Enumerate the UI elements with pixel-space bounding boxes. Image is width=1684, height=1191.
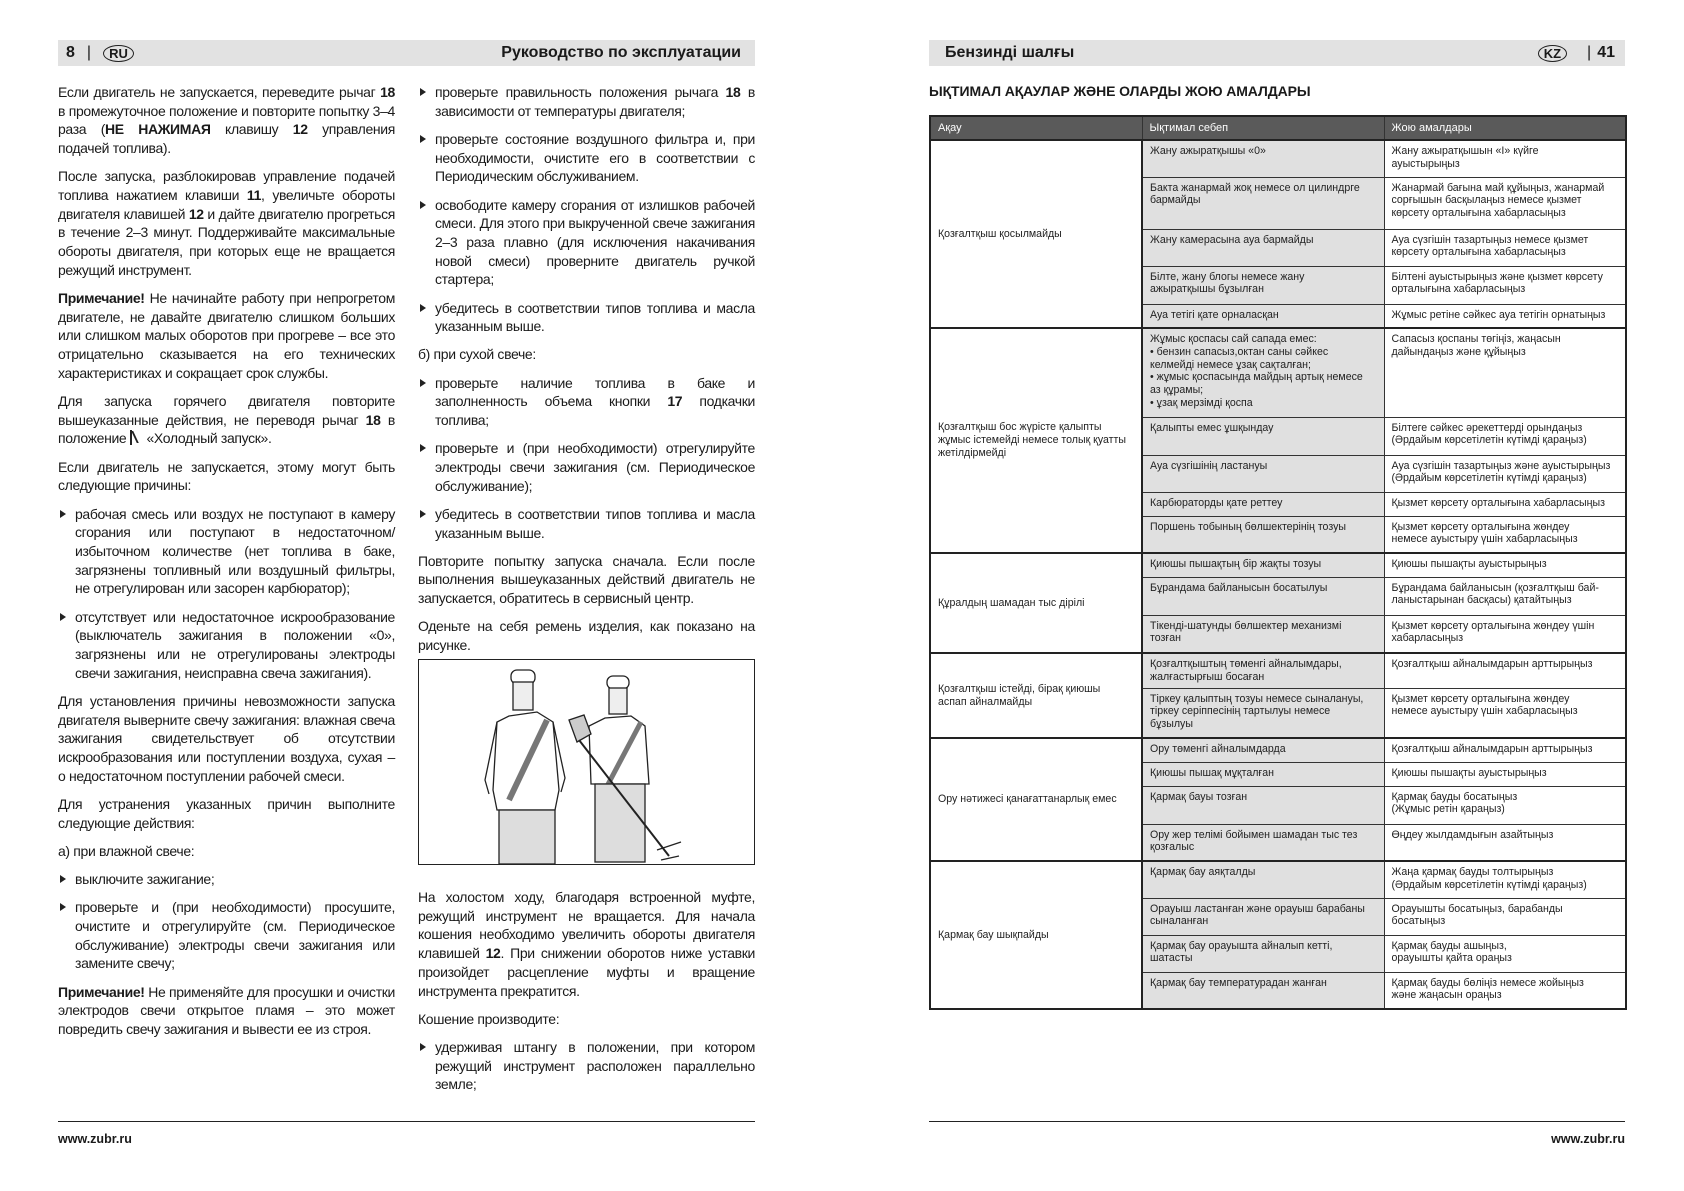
fault-cell: Қозғалтқыш қосылмайды <box>930 140 1142 328</box>
paragraph <box>58 842 395 861</box>
right-page-header <box>929 40 1625 66</box>
cause-cell: Қиюшы пышақтың бір жақты тозуы <box>1142 553 1384 577</box>
left-column-2-bottom <box>418 888 755 1104</box>
paragraph <box>58 983 395 1039</box>
left-footer-url[interactable]: www.zubr.ru <box>58 1132 132 1146</box>
header-separator: | <box>1587 44 1592 61</box>
bold-text: Примечание! <box>58 983 145 1000</box>
bold-text: Примечание! <box>58 290 145 307</box>
choke-icon <box>130 430 143 445</box>
cause-cell: Қозғалтқыштың төменгі айналымдары, жалғастырғыш босаған <box>1142 653 1384 688</box>
bullet-item <box>418 299 755 336</box>
cause-cell: Поршень тобының бөлшектерінің тозуы <box>1142 516 1384 553</box>
cause-cell: Бұрандама байланысын босатылуы <box>1142 577 1384 615</box>
cause-cell: Карбюраторды қате реттеу <box>1142 492 1384 516</box>
text-run: клавишу <box>210 121 293 138</box>
paragraph <box>58 289 395 383</box>
remedy-cell: Жану ажыратқышын «I» күйге ауыстырыңыз <box>1384 140 1626 177</box>
remedy-cell: Қармақ бауды босатыңыз (Жұмыс ретін қараңыз) <box>1384 786 1626 824</box>
paragraph <box>58 167 395 279</box>
bold-text: НЕ НАЖИМАЯ <box>105 121 211 138</box>
text-run: На холостом ходу, благодаря встроенной муфте, режущий инструмент не вращается. Для начала кошения необходимо увеличить обороты двигателя клавишей <box>418 889 755 962</box>
remedy-cell: Қиюшы пышақты ауыстырыңыз <box>1384 553 1626 577</box>
bold-text: 18 <box>380 84 395 100</box>
cause-cell: Ауа тетігі қате орналасқан <box>1142 304 1384 328</box>
remedy-cell: Қызмет көрсету орталығына жөндеу немесе ауыстыру үшін хабарласыңыз <box>1384 516 1626 553</box>
paragraph <box>418 552 755 608</box>
paragraph <box>418 888 755 1000</box>
remedy-cell: Білтеге сәйкес әрекеттерді орындаңыз (Әрдайым көрсетілетін күтімді қараңыз) <box>1384 417 1626 455</box>
text-run: управления подачей топлива). <box>58 121 395 157</box>
cause-cell: Қалыпты емес ұшқындау <box>1142 417 1384 455</box>
paragraph <box>58 795 395 832</box>
remedy-cell: Сапасыз қоспаны төгіңіз, жаңасын дайындаңыз және құйыңыз <box>1384 328 1626 417</box>
remedy-cell: Қиюшы пышақты ауыстырыңыз <box>1384 762 1626 786</box>
remedy-cell: Жұмыс ретіне сәйкес ауа тетігін орнатыңыз <box>1384 304 1626 328</box>
remedy-cell: Қозғалтқыш айналымдарын арттырыңыз <box>1384 738 1626 762</box>
text-run: Для установления причины невозможности запуска двигателя выверните свечу зажигания: влажная свеча зажигания свидетельствует об отсутствии искрообразования или поступлении воздуха, сухая – о недостаточном поступлении рабочей смеси. <box>58 692 395 784</box>
bold-text: 12 <box>188 205 204 222</box>
remedy-cell: Орауышты босатыңыз, барабанды босатыңыз <box>1384 898 1626 935</box>
text-run: а) при влажной свече: <box>58 842 195 859</box>
remedy-cell: Жанармай бағына май құйыңыз, жанармай сорғышын басқылаңыз немесе қызмет көрсету орталығына хабарласыңыз <box>1384 177 1626 229</box>
table-row <box>930 140 1626 177</box>
cause-cell: Бакта жанармай жоқ немесе ол цилиндрге бармайды <box>1142 177 1384 229</box>
bullet-item <box>418 83 755 120</box>
text-run: удерживая штангу в положении, при котором режущий инструмент расположен параллельно земле; <box>435 1038 755 1093</box>
bullet-item <box>418 196 755 290</box>
text-run: в положение <box>58 411 395 447</box>
text-run: освободите камеру сгорания от излишков рабочей смеси. Для этого при выкрученной свече зажигания 2–3 раза плавно (для исключения накачивания новой смеси) проверните двигатель ручкой стартера; <box>435 196 755 288</box>
bullet-item <box>418 505 755 542</box>
harness-illustration <box>418 659 755 865</box>
header-separator: | <box>86 44 92 61</box>
cause-cell: Тікенді-шатунды бөлшектер механизмі тозған <box>1142 615 1384 653</box>
paragraph <box>58 692 395 786</box>
text-run: проверьте наличие топлива в баке и заполненность объема кнопки <box>435 374 755 410</box>
cause-cell: Жану ажыратқышы «0» <box>1142 140 1384 177</box>
cause-cell: Қармақ бауы тозған <box>1142 786 1384 824</box>
text-run: Кошение производите: <box>418 1010 560 1027</box>
header-title: Руководство по эксплуатации <box>501 44 741 61</box>
remedy-cell: Қозғалтқыш айналымдарын арттырыңыз <box>1384 653 1626 688</box>
cause-cell: Қармақ бау аяқталды <box>1142 861 1384 898</box>
bold-text: 18 <box>725 84 741 100</box>
text-run: выключите зажигание; <box>75 871 215 888</box>
text-run: убедитесь в соответствии типов топлива и масла указанным выше. <box>435 299 755 335</box>
workers-with-trimmer-icon <box>419 660 754 864</box>
page-number: 41 <box>1597 44 1615 61</box>
fault-cell: Ору нәтижесі қанағаттанарлық емес <box>930 738 1142 861</box>
table-row <box>930 861 1626 898</box>
fault-cell: Қозғалтқыш істейді, бірақ қиюшы аспап айналмайды <box>930 653 1142 738</box>
bullet-item <box>418 130 755 186</box>
table-row <box>930 328 1626 417</box>
paragraph <box>58 458 395 495</box>
remedy-cell: Ауа сүзгішін тазартыңыз және ауыстырыңыз (Әрдайым көрсетілетін күтімді қараңыз) <box>1384 455 1626 492</box>
cause-cell: Білте, жану блогы немесе жану ажыратқышы бұзылған <box>1142 266 1384 304</box>
bullet-item <box>58 870 395 889</box>
text-run: Для запуска горячего двигателя повторите вышеуказанные действия, не переводя рычаг <box>58 393 395 428</box>
remedy-cell: Бұрандама байланысын (қозғалтқыш бай- ланыстарынан басқасы) қатайтыңыз <box>1384 577 1626 615</box>
cause-cell: Қармақ бау орауышта айналып кетті, шатасты <box>1142 935 1384 972</box>
paragraph <box>58 83 395 158</box>
table-header-row <box>930 116 1626 140</box>
text-run: Не начинайте работу при непрогретом двигателе, не давайте двигателю слишком больших или слишком малых оборотов при прогреве – все это отрицательно сказывается на его технических характеристиках и сокращает срок службы. <box>58 290 395 381</box>
text-run: и дайте двигателю прогреться в течение 2–3 минут. Поддерживайте максимальные обороты двигателя, при которых еще не вращается режущий инструмент. <box>58 205 395 278</box>
language-badge-kz: KZ <box>1538 45 1567 62</box>
right-footer-url[interactable]: www.zubr.ru <box>1551 1132 1625 1146</box>
text-run: «Холодный запуск». <box>142 430 272 447</box>
language-badge-ru: RU <box>103 45 134 62</box>
text-run: б) при сухой свече: <box>418 346 536 363</box>
cause-cell: Орауыш ластанған және орауыш барабаны сыналанған <box>1142 898 1384 935</box>
bold-text: 18 <box>365 411 381 428</box>
table-row <box>930 553 1626 577</box>
text-run: , увеличьте обороты двигателя клавишей <box>58 187 395 222</box>
bullet-item <box>58 898 395 973</box>
text-run: рабочая смесь или воздух не поступают в камеру сгорания или поступают в недостаточном/избыточном количестве (нет топлива в баке, загрязнены топливный или воздушный фильтры, не отрегулирован или засорен карбюратор); <box>75 505 395 597</box>
header-title: Бензинді шалғы <box>945 44 1075 61</box>
table-row <box>930 738 1626 762</box>
paragraph <box>418 1010 755 1029</box>
cause-cell: Ауа сүзгішінің ластануы <box>1142 455 1384 492</box>
header-cause: Ықтимал себеп <box>1142 116 1384 140</box>
remedy-cell: Қызмет көрсету орталығына хабарласыңыз <box>1384 492 1626 516</box>
text-run: Не применяйте для просушки и очистки электродов свечи открытое пламя – это может повредить свечу зажигания и вывести ее из строя. <box>58 983 395 1037</box>
text-run: Для устранения указанных причин выполните следующие действия: <box>58 795 395 831</box>
left-page-header <box>58 40 755 66</box>
bullet-item <box>418 1038 755 1094</box>
bullet-item <box>58 608 395 683</box>
bullet-item <box>418 439 755 495</box>
bullet-item <box>418 374 755 430</box>
table-row <box>930 653 1626 688</box>
remedy-cell: Қармақ бауды бөліңіз немесе жойыңыз және жаңасын ораңыз <box>1384 972 1626 1009</box>
remedy-cell: Қызмет көрсету орталығына жөндеу үшін хабарласыңыз <box>1384 615 1626 653</box>
remedy-cell: Ауа сүзгішін тазартыңыз немесе қызмет көрсету орталығына хабарласыңыз <box>1384 229 1626 266</box>
text-run: проверьте и (при необходимости) отрегулируйте электроды свечи зажигания (см. Периодическое обслуживание); <box>435 440 755 494</box>
left-column-2-top <box>418 83 755 664</box>
left-footer-divider <box>58 1121 755 1122</box>
cause-cell: Қармақ бау температурадан жанған <box>1142 972 1384 1009</box>
text-run: убедитесь в соответствии типов топлива и масла указанным выше. <box>435 505 755 541</box>
text-run: в зависимости от температуры двигателя; <box>435 84 755 119</box>
cause-cell: Ору жер телімі бойымен шамадан тыс тез қозғалыс <box>1142 824 1384 861</box>
text-run: подкачки топлива; <box>435 393 755 429</box>
text-run: Если двигатель не запускается, этому могут быть следующие причины: <box>58 458 395 494</box>
header-remedy: Жою амалдары <box>1384 116 1626 140</box>
cause-cell: Ору төменгі айналымдарда <box>1142 738 1384 762</box>
cause-cell: Тіркеу қалыптың тозуы немесе сыналануы, тіркеу серіппесінің тартылуы немесе бұзылуы <box>1142 688 1384 738</box>
text-run: отсутствует или недостаточное искрообразование (выключатель зажигания в положении «0», загрязнены или не отрегулированы электроды свечи зажигания, неисправна свеча зажигания). <box>75 608 395 681</box>
paragraph <box>418 345 755 364</box>
text-run: После запуска, разблокировав управление подачей топлива нажатием клавиши <box>58 168 395 204</box>
section-title: ЫҚТИМАЛ АҚАУЛАР ЖӘНЕ ОЛАРДЫ ЖОЮ АМАЛДАРЫ <box>929 83 1311 99</box>
text-run: . При снижении оборотов ниже уставки произойдет расцепление муфты и вращение инструмента прекратится. <box>418 945 755 999</box>
bullet-item <box>58 505 395 599</box>
remedy-cell: Қармақ бауды ашыңыз, орауышты қайта ораңыз <box>1384 935 1626 972</box>
paragraph <box>418 617 755 654</box>
remedy-cell: Білтені ауыстырыңыз және қызмет көрсету орталығына хабарласыңыз <box>1384 266 1626 304</box>
remedy-cell: Өңдеу жылдамдығын азайтыңыз <box>1384 824 1626 861</box>
fault-cell: Қармақ бау шықпайды <box>930 861 1142 1009</box>
fault-cell: Құралдың шамадан тыс дірілі <box>930 553 1142 653</box>
text-run: Повторите попытку запуска сначала. Если после выполнения вышеуказанных действий двигатель не запускается, обратитесь в сервисный центр. <box>418 552 755 607</box>
remedy-cell: Жаңа қармақ бауды толтырыңыз (Әрдайым көрсетілетін күтімді қараңыз) <box>1384 861 1626 898</box>
paragraph <box>58 392 395 448</box>
cause-cell: Жұмыс қоспасы сай сапада емес: • бензин сапасыз,октан саны сәйкес келмейді немесе ұзақ сақталған; • жұмыс қоспасында майдың артық немесе аз құрамы; • ұзақ мерзімді қоспа <box>1142 328 1384 417</box>
left-column-1 <box>58 83 395 1048</box>
text-run: Оденьте на себя ремень изделия, как показано на рисунке. <box>418 618 755 654</box>
bold-text: 17 <box>667 393 683 410</box>
troubleshooting-table <box>929 115 1627 1010</box>
bold-text: 12 <box>485 945 501 962</box>
bold-text: 11 <box>246 187 262 204</box>
text-run: проверьте состояние воздушного фильтра и, при необходимости, очистите его в соответствии с Периодическим обслуживанием. <box>435 130 755 185</box>
text-run: проверьте правильность положения рычага <box>435 84 726 100</box>
text-run: проверьте и (при необходимости) просушите, очистите и отрегулируйте (см. Периодическое обслуживание) электроды свечи зажигания или замените свечу; <box>75 899 395 972</box>
text-run: в промежуточное положение и повторите попытку 3–4 раза ( <box>58 102 395 138</box>
remedy-cell: Қызмет көрсету орталығына жөндеу немесе ауыстыру үшін хабарласыңыз <box>1384 688 1626 738</box>
fault-cell: Қозғалтқыш бос жүрісте қалыпты жұмыс істемейді немесе толық қуатты жетілдірмейді <box>930 328 1142 553</box>
right-footer-divider <box>929 1121 1625 1122</box>
text-run: Если двигатель не запускается, переведите рычаг <box>58 84 381 100</box>
cause-cell: Жану камерасына ауа бармайды <box>1142 229 1384 266</box>
cause-cell: Қиюшы пышақ мұқталған <box>1142 762 1384 786</box>
bold-text: 12 <box>292 121 308 138</box>
page-number: 8 <box>66 44 75 61</box>
header-fault: Ақау <box>930 116 1142 140</box>
